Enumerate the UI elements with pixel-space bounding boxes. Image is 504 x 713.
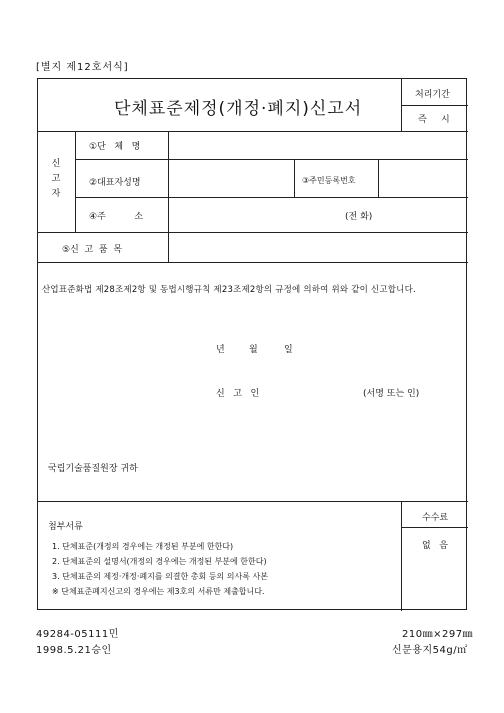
form-label: [별지 제12호서식] bbox=[36, 62, 129, 73]
signature-note: (서명 또는 인) bbox=[363, 389, 420, 399]
attachment-note: ※ 단체표준폐지신고의 경우에는 제3호의 서류만 제출합니다. bbox=[52, 587, 265, 596]
fee-label: 수수료 bbox=[422, 513, 449, 523]
reporter-label-2: 고 bbox=[51, 174, 61, 184]
address-label: ④주 소 bbox=[89, 212, 144, 222]
attachment-item: 2. 단체표준의 설명서(개정의 경우에는 개정된 부분에 한한다) bbox=[52, 557, 267, 566]
attachment-item: 1. 단체표준(개정의 경우에는 개정된 부분에 한한다) bbox=[52, 542, 234, 551]
paper-type: 신문용지54g/㎡ bbox=[392, 645, 468, 656]
representative-field[interactable] bbox=[169, 160, 293, 196]
form-title: 단체표준제정(개정·폐지)신고서 bbox=[114, 99, 363, 119]
product-label: ⑤신 고 품 목 bbox=[62, 245, 123, 255]
reporter-label: 신 고 인 bbox=[216, 389, 260, 399]
fee-value: 없 음 bbox=[422, 541, 448, 551]
processing-period-value: 즉 시 bbox=[418, 115, 450, 125]
reporter-signature-field[interactable] bbox=[270, 382, 360, 398]
addressee: 국립기술품질원장 귀하 bbox=[48, 464, 138, 474]
address-field[interactable] bbox=[169, 198, 467, 231]
date-year: 년 bbox=[216, 345, 225, 355]
resident-no-field[interactable] bbox=[379, 160, 467, 196]
representative-label: ②대표자성명 bbox=[89, 178, 141, 188]
reporter-label-1: 신 bbox=[51, 159, 61, 169]
resident-no-label: ③주민등록번호 bbox=[302, 176, 356, 185]
paper-size: 210㎜×297㎜ bbox=[402, 629, 474, 640]
org-name-field[interactable] bbox=[169, 132, 467, 158]
date-month: 월 bbox=[249, 345, 258, 355]
org-name-label: ①단 체 명 bbox=[89, 142, 141, 152]
date-day: 일 bbox=[284, 345, 293, 355]
processing-period-label: 처리기간 bbox=[415, 90, 450, 100]
attachments-title: 첨부서류 bbox=[48, 522, 83, 532]
reporter-label-3: 자 bbox=[51, 189, 61, 199]
product-field[interactable] bbox=[169, 233, 467, 261]
attachment-item: 3. 단체표준의 제정·개정·폐지를 의결한 총회 등의 의사록 사본 bbox=[52, 572, 268, 581]
phone-label: (전 화) bbox=[345, 212, 373, 222]
approval-date: 1998.5.21승인 bbox=[36, 645, 112, 656]
declaration-text: 산업표준화법 제28조제2항 및 동법시행규칙 제23조제2항의 규정에 의하여 위와 같이 신고합니다. bbox=[42, 285, 416, 295]
form-code: 49284-05111민 bbox=[36, 629, 119, 640]
